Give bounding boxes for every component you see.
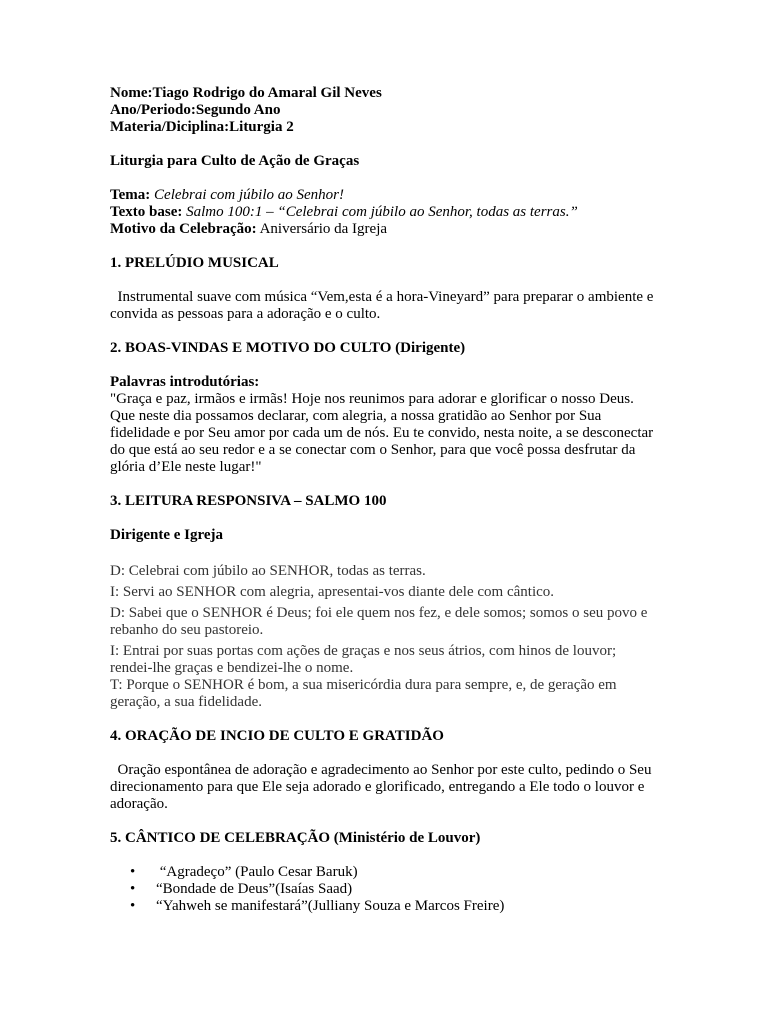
tema-line [110, 187, 655, 204]
section-2-text: "Graça e paz, irmãos e irmãs! Hoje nos reunimos para adorar e glorificar o nosso Deus. Que neste dia possamos declarar, com alegria, a nossa gratidão ao Senhor por Sua fidelidade e por Seu amor por cada um de nós. Eu te convido, nesta noite, a se desconectar do que está ao seu redor e a se conectar com o Senhor, para que você possa desfrutar da glória d’Ele neste lugar!" [110, 391, 654, 475]
song-title: “Bondade de Deus”(Isaías Saad) [156, 881, 353, 897]
student-year: Ano/Periodo:Segundo Ano [110, 102, 281, 118]
section-2-subheading: Palavras introdutórias: [110, 374, 260, 390]
list-item [110, 881, 655, 898]
bullet-icon: • [130, 864, 136, 880]
song-list [110, 864, 655, 915]
song-title: “Agradeço” (Paulo Cesar Baruk) [156, 864, 358, 880]
section-3-heading: 3. LEITURA RESPONSIVA – SALMO 100 [110, 493, 387, 509]
tema-value: Celebrai com júbilo ao Senhor! [154, 187, 345, 203]
tema-label: Tema: [110, 187, 151, 203]
section-4-heading: 4. ORAÇÃO DE INCIO DE CULTO E GRATIDÃO [110, 728, 444, 744]
texto-base-label: Texto base: [110, 204, 183, 220]
section-5-heading: 5. CÂNTICO DE CELEBRAÇÃO (Ministério de Louvor) [110, 830, 481, 846]
section-3-subheading: Dirigente e Igreja [110, 527, 224, 543]
document-title: Liturgia para Culto de Ação de Graças [110, 153, 360, 169]
responsive-line: I: Servi ao SENHOR com alegria, apresentai-vos diante dele com cântico. [110, 584, 555, 600]
responsive-line: D: Sabei que o SENHOR é Deus; foi ele quem nos fez, e dele somos; somos o seu povo e rebanho do seu pastoreio. [110, 605, 648, 638]
section-1-heading: 1. PRELÚDIO MUSICAL [110, 255, 279, 271]
subject: Materia/Diciplina:Liturgia 2 [110, 119, 294, 135]
song-title: “Yahweh se manifestará”(Julliany Souza e Marcos Freire) [156, 898, 505, 914]
responsive-line: D: Celebrai com júbilo ao SENHOR, todas as terras. [110, 563, 426, 579]
responsive-line: T: Porque o SENHOR é bom, a sua misericórdia dura para sempre, e, de geração em geração, a sua fidelidade. [110, 677, 617, 710]
student-name: Nome:Tiago Rodrigo do Amaral Gil Neves [110, 85, 382, 101]
section-4-text: Oração espontânea de adoração e agradecimento ao Senhor por este culto, pedindo o Seu direcionamento para que Ele seja adorado e glorificado, entregando a Ele todo o louvor e adoração. [110, 762, 656, 812]
document-page [110, 85, 658, 915]
list-item [110, 864, 655, 881]
motivo-label: Motivo da Celebração: [110, 221, 257, 237]
responsive-line: I: Entrai por suas portas com ações de graças e nos seus átrios, com hinos de louvor; rendei-lhe graças e bendizei-lhe o nome. [110, 643, 617, 676]
bullet-icon: • [130, 898, 136, 914]
bullet-icon: • [130, 881, 136, 897]
section-2-heading: 2. BOAS-VINDAS E MOTIVO DO CULTO (Dirigente) [110, 340, 466, 356]
section-1-text: Instrumental suave com música “Vem,esta é a hora-Vineyard” para preparar o ambiente e convida as pessoas para a adoração e o culto. [110, 289, 658, 322]
list-item [110, 898, 655, 915]
texto-base-line [110, 204, 655, 221]
motivo-value: Aniversário da Igreja [259, 221, 388, 237]
texto-base-value: Salmo 100:1 – “Celebrai com júbilo ao Senhor, todas as terras.” [186, 204, 578, 220]
motivo-line [110, 221, 655, 238]
